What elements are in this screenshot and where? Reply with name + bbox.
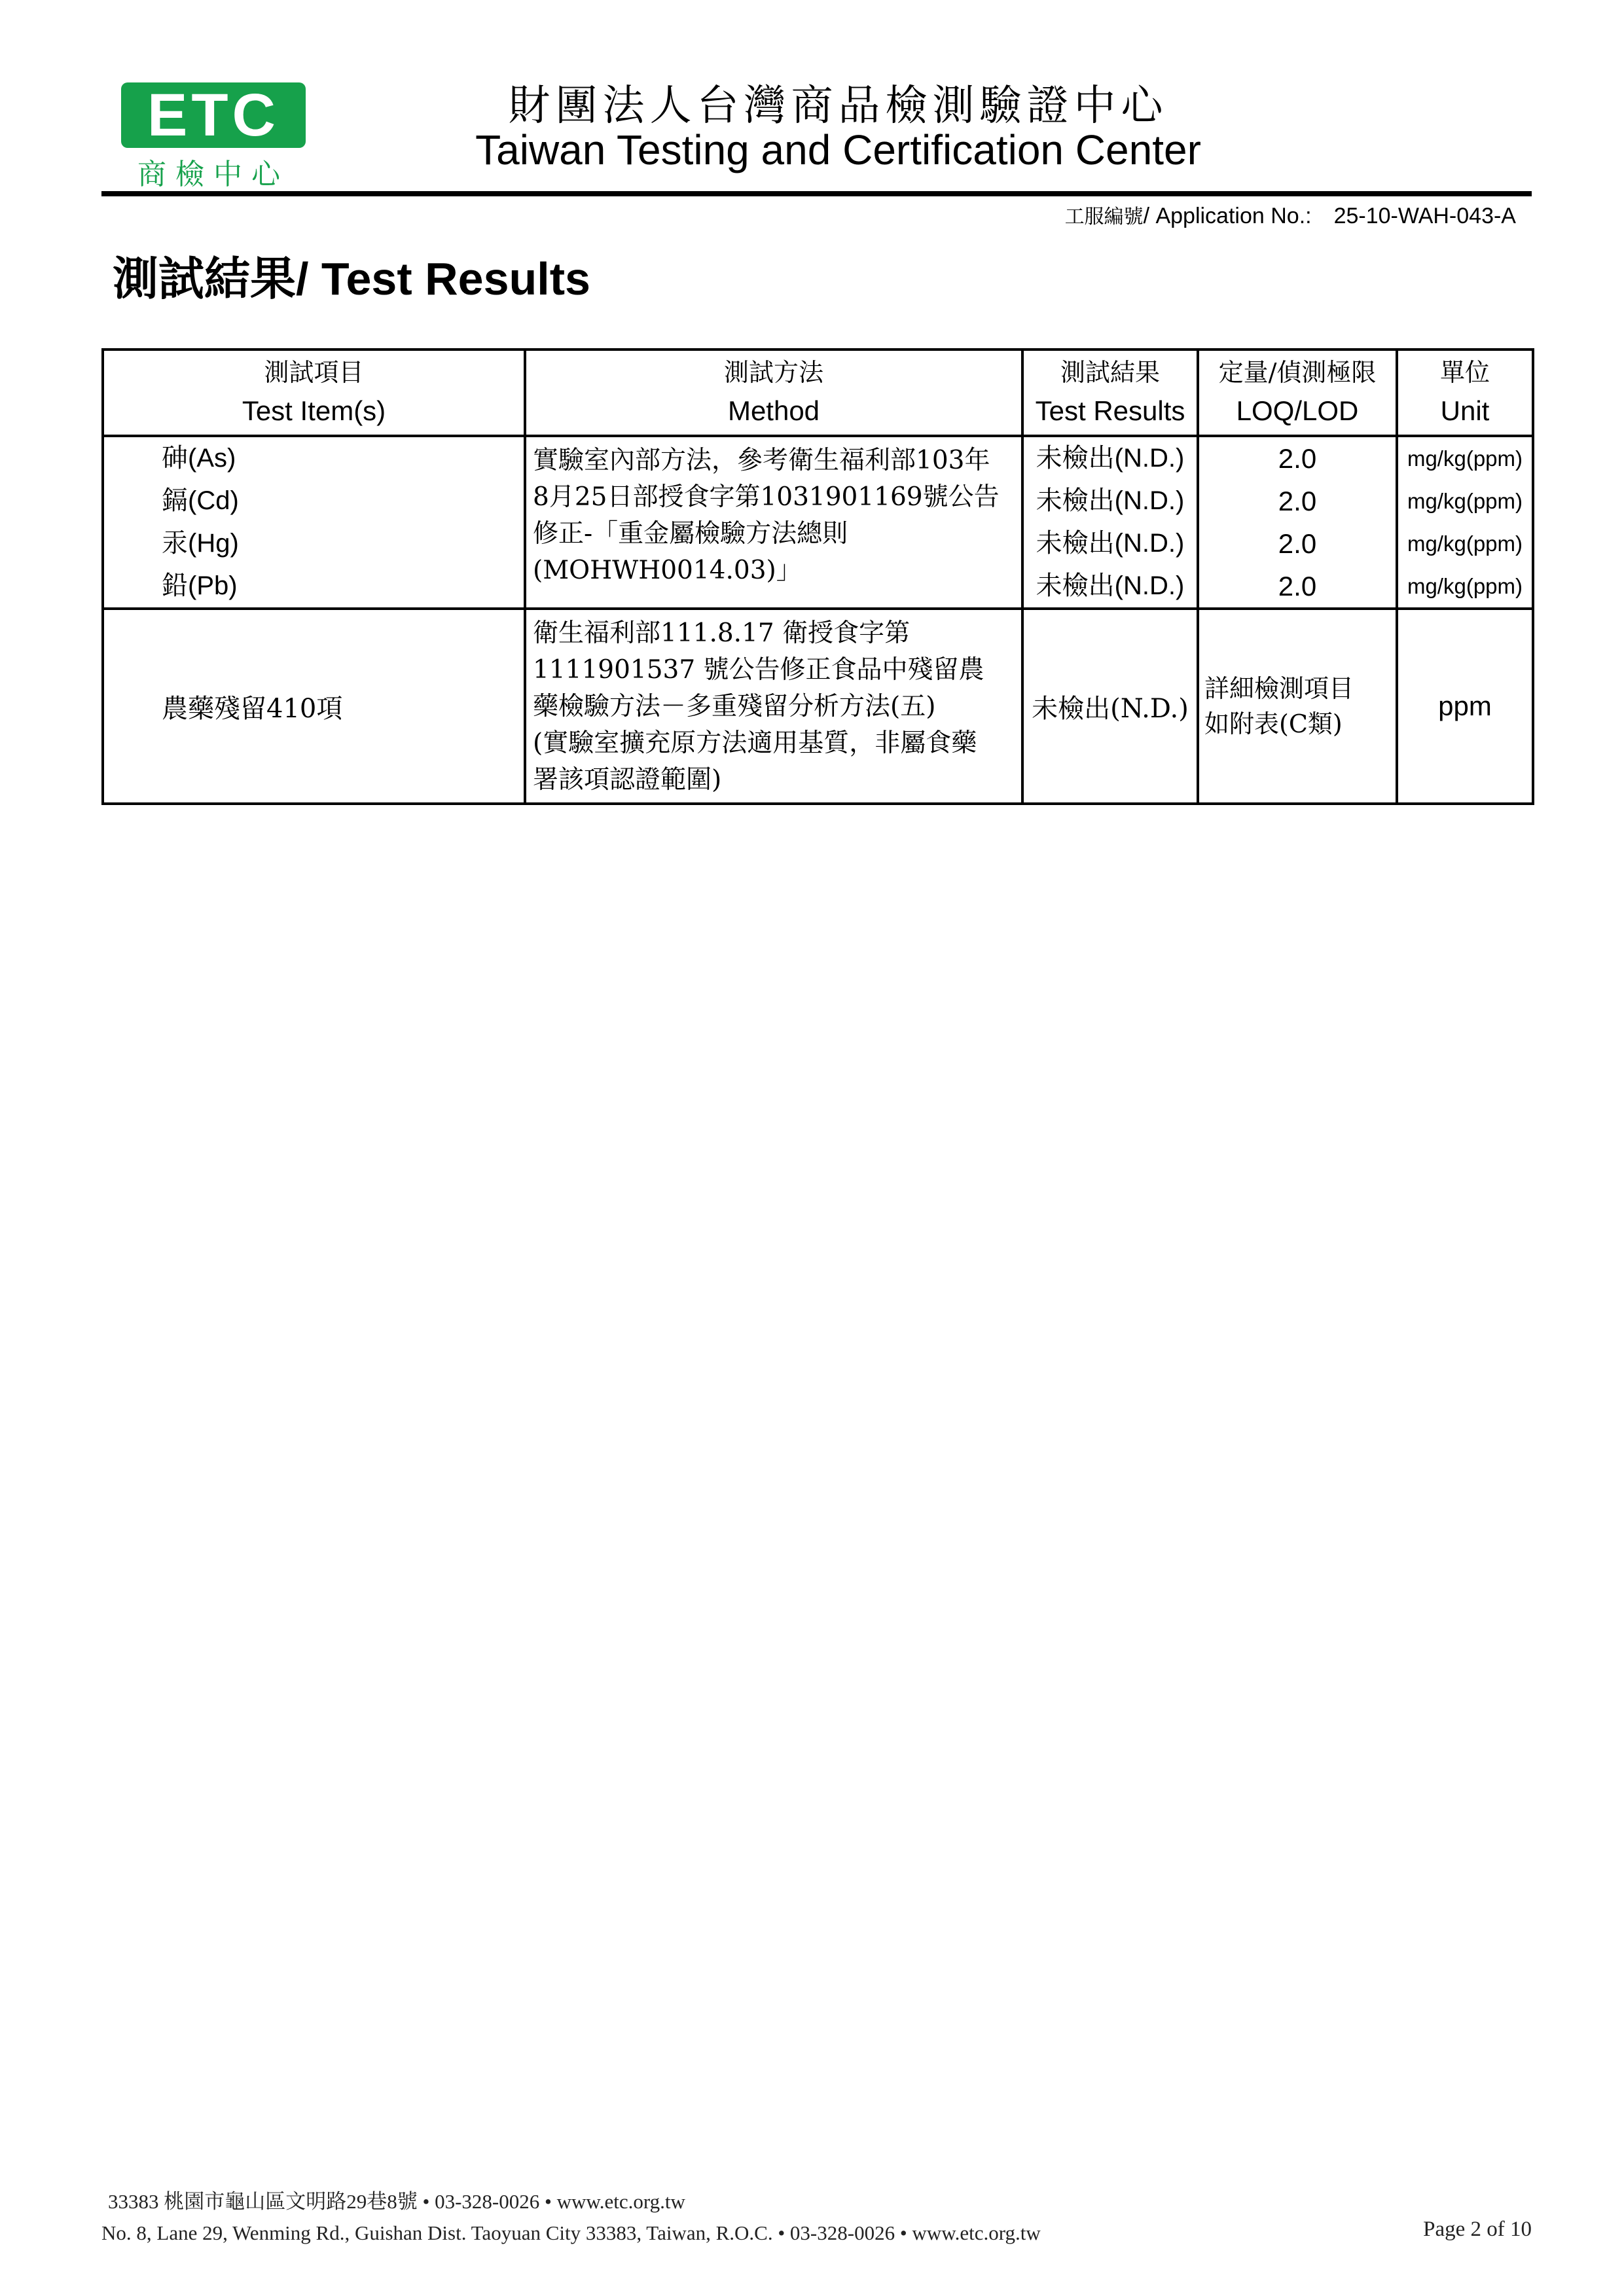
- table-header-row: [103, 350, 1533, 436]
- pesticide-method-cell: [525, 609, 1022, 804]
- method-line: 8月25日部授食字第1031901169號公告: [533, 482, 1000, 512]
- pesticide-item-cell: 農藥殘留410項: [103, 609, 525, 804]
- unit-lead: mg/kg(ppm): [1407, 574, 1523, 598]
- item-mercury: 汞(Hg): [162, 528, 239, 558]
- app-no-label-cn: 工服編號: [1064, 206, 1144, 228]
- item-lead: 鉛(Pb): [162, 571, 238, 601]
- pesticide-result-cell: 未檢出(N.D.): [1022, 609, 1198, 804]
- method-line: 署該項認證範圍): [533, 765, 722, 795]
- logo-text: ETC: [147, 82, 280, 149]
- page-footer: [101, 2186, 1532, 2249]
- result-cadmium: 未檢出(N.D.): [1036, 486, 1185, 516]
- app-no-label-en: / Application No.:: [1143, 204, 1312, 228]
- method-line: 修正-「重金屬檢驗方法總則: [533, 519, 848, 548]
- section-title: [113, 242, 590, 308]
- table-row-heavy-metals: [103, 436, 1533, 609]
- method-line: (MOHWH0014.03)」: [533, 556, 802, 585]
- footer-address-cn: 33383 桃園市龜山區文明路29巷8號 • 03-328-0026 • www.etc.org.tw: [108, 2190, 685, 2213]
- result-mercury: 未檢出(N.D.): [1036, 528, 1185, 558]
- method-line: 藥檢驗方法－多重殘留分析方法(五): [533, 692, 936, 721]
- application-number: [1065, 200, 1516, 229]
- item-cadmium: 鎘(Cd): [162, 486, 239, 516]
- method-line: 實驗室內部方法，參考衛生福利部103年: [533, 446, 990, 475]
- header-divider: [101, 191, 1532, 196]
- result-arsenic: 未檢出(N.D.): [1036, 443, 1185, 473]
- header-method: 測試方法 Method: [525, 350, 1022, 436]
- section-title-en: / Test Results: [296, 253, 590, 304]
- test-results-table: [101, 348, 1534, 805]
- org-name-en: Taiwan Testing and Certification Center: [475, 126, 1201, 173]
- unit-arsenic: mg/kg(ppm): [1407, 446, 1523, 471]
- method-line: (實驗室擴充原方法適用基質，非屬食藥: [533, 728, 977, 758]
- item-arsenic: 砷(As): [162, 443, 236, 473]
- header-test-results: 測試結果 Test Results: [1022, 350, 1198, 436]
- page-number: Page 2 of 10: [1423, 2217, 1532, 2241]
- section-title-cn: 測試結果: [113, 251, 296, 306]
- pesticide-unit-cell: ppm: [1397, 609, 1533, 804]
- pesticide-loq-cell: [1198, 609, 1397, 804]
- logo-subtitle: 商檢中心: [137, 158, 289, 191]
- method-line: 衛生福利部111.8.17 衛授食字第: [533, 619, 911, 648]
- loq-cadmium: 2.0: [1278, 486, 1317, 516]
- header-unit: 單位 Unit: [1397, 350, 1533, 436]
- loq-mercury: 2.0: [1278, 528, 1317, 559]
- metal-results-cell: [1022, 436, 1198, 609]
- loq-lead: 2.0: [1278, 571, 1317, 601]
- metal-loq-cell: [1198, 436, 1397, 609]
- metal-unit-cell: [1397, 436, 1533, 609]
- result-lead: 未檢出(N.D.): [1036, 571, 1185, 601]
- footer-address-en: No. 8, Lane 29, Wenming Rd., Guishan Dist. Taoyuan City 33383, Taiwan, R.O.C. • 03-328-0026 • www.etc.org.tw: [101, 2221, 1041, 2244]
- loq-arsenic: 2.0: [1278, 443, 1317, 474]
- app-no-value: 25-10-WAH-043-A: [1333, 204, 1516, 228]
- org-name-cn: 財團法人台灣商品檢測驗證中心: [508, 82, 1168, 130]
- table-row-pesticide: [103, 609, 1533, 804]
- unit-mercury: mg/kg(ppm): [1407, 531, 1523, 556]
- unit-cadmium: mg/kg(ppm): [1407, 489, 1523, 513]
- method-line: 1111901537 號公告修正食品中殘留農: [533, 655, 984, 685]
- loq-line: 詳細檢測項目: [1204, 674, 1354, 703]
- header-loq-lod: 定量/偵測極限 LOQ/LOD: [1198, 350, 1397, 436]
- loq-line: 如附表(C類): [1204, 709, 1343, 738]
- metal-method-cell: [525, 436, 1022, 609]
- metal-items-cell: [103, 436, 525, 609]
- header-test-item: 測試項目 Test Item(s): [103, 350, 525, 436]
